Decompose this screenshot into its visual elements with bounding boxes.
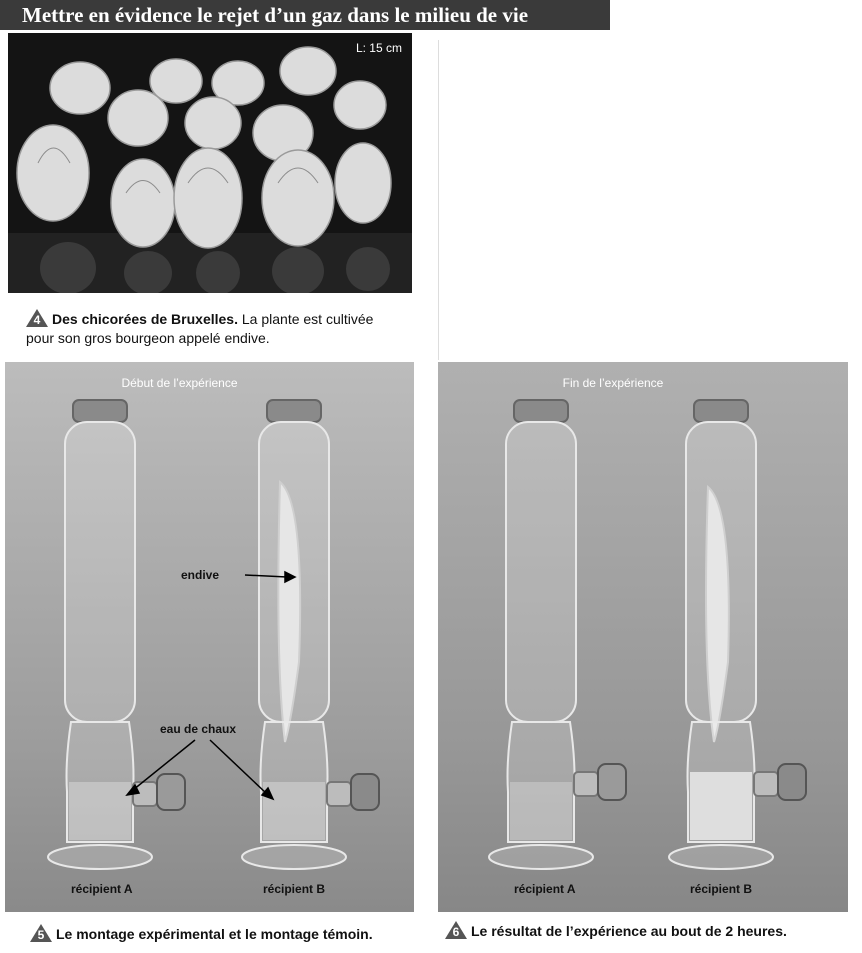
- page-title: Mettre en évidence le rejet d’un gaz dans le milieu de vie: [22, 3, 529, 27]
- overlay-end: Fin de l’expérience: [562, 376, 664, 390]
- apparatus-start: [5, 362, 414, 912]
- caption-doc4: [26, 309, 426, 348]
- experiment-end-photo: [438, 362, 848, 912]
- chicory-illustration: [8, 33, 412, 293]
- apparatus-end: [438, 362, 848, 912]
- vessel-b-end: [669, 400, 806, 869]
- chicory-photo: [8, 33, 412, 293]
- vessel-a: [48, 400, 185, 869]
- vessel-b: [242, 400, 379, 869]
- caption-doc5-text: Le montage expérimental et le montage témoin.: [56, 926, 373, 942]
- label-eau-de-chaux: eau de chaux: [160, 722, 237, 736]
- caption-doc4-bold: Des chicorées de Bruxelles.: [52, 311, 238, 327]
- title-bar: [0, 0, 610, 30]
- caption-doc4-line2: pour son gros bourgeon appelé endive.: [26, 330, 270, 346]
- doc-number-badge: 5: [30, 924, 52, 942]
- experiment-start-photo: [5, 362, 414, 912]
- label-recipient-a: récipient A: [71, 882, 133, 896]
- caption-doc4-line1: La plante est cultivée: [241, 311, 374, 327]
- caption-doc6: [445, 921, 855, 941]
- label-recipient-a-end: récipient A: [514, 882, 576, 896]
- label-recipient-b: récipient B: [263, 882, 326, 896]
- scale-label: L: 15 cm: [355, 41, 402, 55]
- blank-area: [438, 40, 845, 360]
- label-recipient-b-end: récipient B: [690, 882, 753, 896]
- overlay-start: Début de l’expérience: [121, 376, 238, 390]
- label-endive: endive: [181, 568, 220, 582]
- doc-number-badge: 4: [26, 309, 48, 327]
- caption-doc5: [30, 924, 430, 944]
- doc-number-badge: 6: [445, 921, 467, 939]
- vessel-a-end: [489, 400, 626, 869]
- caption-doc6-text: Le résultat de l’expérience au bout de 2 heures.: [471, 923, 787, 939]
